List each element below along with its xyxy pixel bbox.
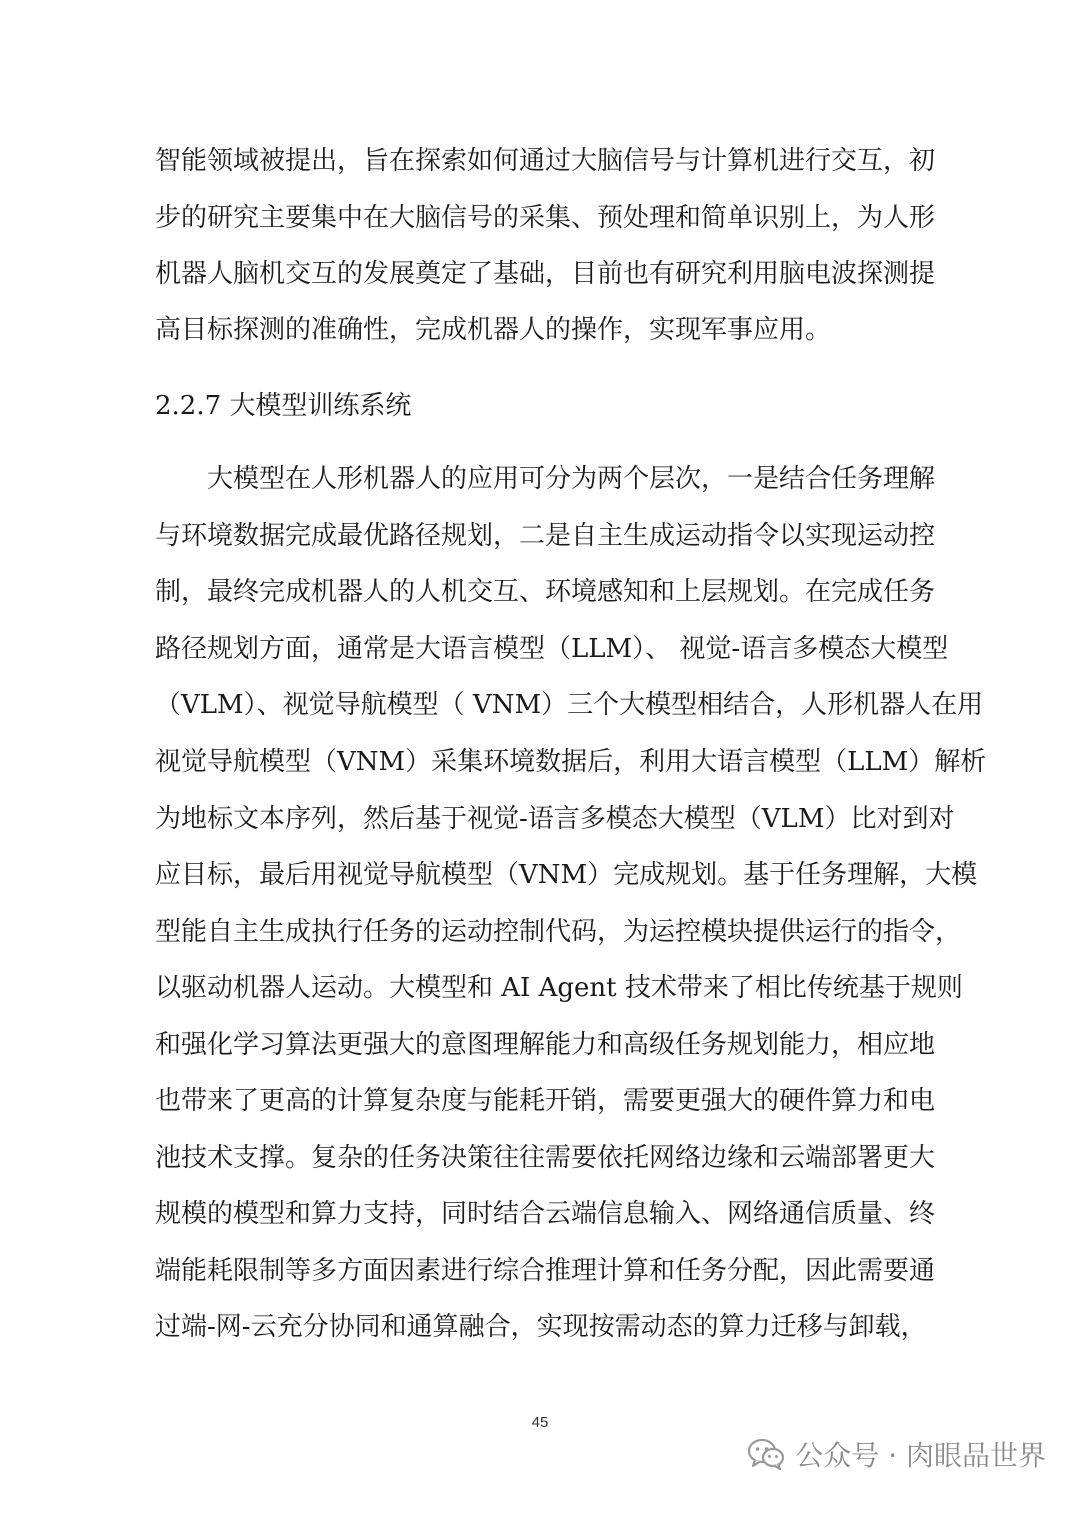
paragraph-line: 型能自主生成执行任务的运动控制代码，为运控模块提供运行的指令， <box>155 917 962 947</box>
paragraph-line: 应目标，最后用视觉导航模型（VNM）完成规划。基于任务理解，大模 <box>155 860 978 890</box>
paragraph-line: 视觉导航模型（VNM）采集环境数据后，利用大语言模型（LLM）解析 <box>155 747 987 777</box>
paragraph-line: 过端-网-云充分协同和通算融合，实现按需动态的算力迁移与卸载， <box>155 1312 927 1342</box>
paragraph-line: 机器人脑机交互的发展奠定了基础，目前也有研究利用脑电波探测提 <box>155 259 936 289</box>
paragraph-line: （VLM）、视觉导航模型（ VNM）三个大模型相结合，人形机器人在用 <box>155 690 984 720</box>
paragraph-line: 高目标探测的准确性，完成机器人的操作，实现军事应用。 <box>155 315 832 345</box>
section-heading: 2.2.7 大模型训练系统 <box>155 391 412 421</box>
paragraph-line: 制，最终完成机器人的人机交互、环境感知和上层规划。在完成任务 <box>155 577 936 607</box>
paragraph-line: 和强化学习算法更强大的意图理解能力和高级任务规划能力，相应地 <box>155 1030 936 1060</box>
watermark <box>747 1432 1046 1476</box>
paragraph-line: 规模的模型和算力支持，同时结合云端信息输入、网络通信质量、终 <box>155 1199 936 1229</box>
paragraph-line: 与环境数据完成最优路径规划，二是自主生成运动指令以实现运动控 <box>155 521 936 551</box>
paragraph-line: 端能耗限制等多方面因素进行综合推理计算和任务分配，因此需要通 <box>155 1256 936 1286</box>
paragraph-line: 步的研究主要集中在大脑信号的采集、预处理和简单识别上，为人形 <box>155 203 936 233</box>
paragraph-line: 池技术支撑。复杂的任务决策往往需要依托网络边缘和云端部署更大 <box>155 1143 936 1173</box>
page-number: 45 <box>531 1414 549 1431</box>
paragraph-line: 路径规划方面，通常是大语言模型（LLM）、 视觉-语言多模态大模型 <box>155 634 949 664</box>
paragraph-line: 智能领域被提出，旨在探索如何通过大脑信号与计算机进行交互，初 <box>155 146 936 176</box>
paragraph-line: 大模型在人形机器人的应用可分为两个层次，一是结合任务理解 <box>155 464 936 494</box>
watermark-text: 公众号 · 肉眼品世界 <box>795 1439 1046 1472</box>
paragraph-line: 以驱动机器人运动。大模型和 AI Agent 技术带来了相比传统基于规则 <box>155 973 963 1003</box>
wechat-icon <box>747 1438 785 1470</box>
paragraph-line: 为地标文本序列，然后基于视觉-语言多模态大模型（VLM）比对到对 <box>155 804 955 834</box>
paragraph-line: 也带来了更高的计算复杂度与能耗开销，需要更强大的硬件算力和电 <box>155 1086 936 1116</box>
